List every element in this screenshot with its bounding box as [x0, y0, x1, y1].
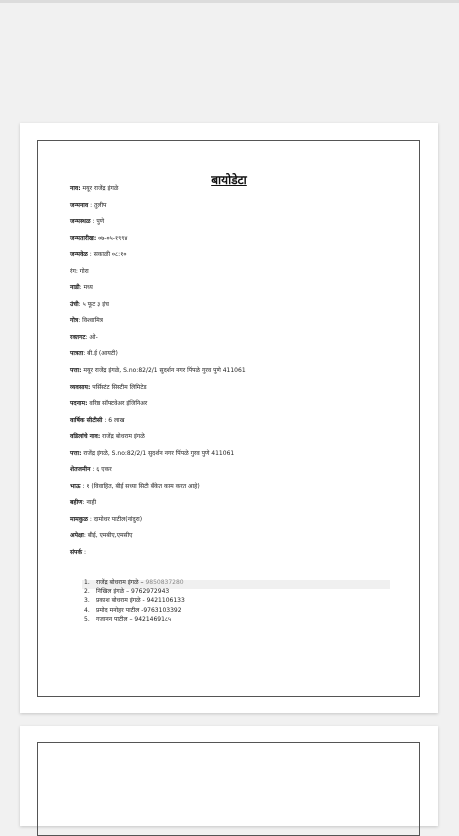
- field-row: [70, 467, 246, 484]
- field-label: पात्रता: [70, 350, 84, 358]
- field-value: ०७-०५-१९९४: [96, 234, 128, 242]
- field-value: मयूर राजेंद्र इंगळे, S.no:82/2/1 सुदर्शन नगर पिंपळे गुरव पुणे 411061: [81, 367, 246, 375]
- field-value: : पुणे: [90, 218, 105, 226]
- field-label: गोत्र: [70, 317, 79, 325]
- contact-phone: 9850837280: [145, 579, 184, 586]
- viewer-top-bar: [0, 0, 459, 3]
- biodata-fields: [70, 186, 246, 567]
- document-page-1: [20, 123, 438, 713]
- field-row: [70, 401, 246, 418]
- field-row: [70, 451, 246, 468]
- field-value: : सकाळी ०८:१०: [87, 251, 127, 259]
- contact-number: 5.: [84, 615, 90, 623]
- field-label: वार्षिक सीटीसी: [70, 416, 103, 424]
- field-row: [70, 318, 246, 335]
- contact-name: निखिल इंगळे –: [96, 588, 132, 596]
- field-value: : 6 लाख: [102, 416, 125, 424]
- field-row: [70, 252, 246, 269]
- field-row: [70, 385, 246, 402]
- field-value: : दामोधर पाटील(नांदुरा): [87, 515, 143, 523]
- field-label: जन्मनाव: [70, 201, 89, 209]
- field-label: व्यवसाय:: [70, 383, 91, 391]
- contact-phone: 9421106133: [146, 597, 185, 605]
- field-row: [70, 368, 246, 385]
- field-value: : तुलीप: [88, 201, 107, 209]
- contact-name: गजानन पाटील –: [96, 615, 135, 623]
- field-value: : ६ एकर: [90, 466, 112, 474]
- field-label: वडिलांचे नाव:: [70, 433, 101, 441]
- field-row: [70, 186, 246, 203]
- field-value: : मध्य: [79, 284, 93, 292]
- document-title: बायोडेटा: [211, 173, 247, 187]
- page-border: [37, 742, 420, 836]
- field-row: [70, 219, 246, 236]
- contact-name: प्रकाश बोधराम इंगळे -: [96, 597, 147, 605]
- contact-name: राजेंद्र बोधराम इंगळे –: [96, 579, 146, 586]
- field-row: [70, 484, 246, 501]
- field-value: : विश्वामित्र: [78, 317, 103, 325]
- field-row: [70, 269, 246, 286]
- field-label: भाऊ: [70, 482, 81, 490]
- field-label: नाव:: [70, 185, 81, 192]
- field-label: संपर्क: [70, 549, 83, 557]
- field-row: [70, 302, 246, 319]
- field-value: : बी.ई (आयटी): [83, 350, 118, 358]
- field-value: रंग: गोरा: [70, 267, 89, 275]
- field-label: बहीण: [70, 499, 83, 507]
- field-row: [70, 351, 246, 368]
- field-label: नाडी: [70, 284, 80, 292]
- field-row: [70, 236, 246, 253]
- field-value: : ओ-: [85, 333, 98, 341]
- field-label: पदनाम:: [70, 400, 88, 408]
- field-value: पर्सिस्टंट सिस्टीम लिमिटेड: [90, 383, 147, 391]
- field-row: [70, 434, 246, 451]
- field-value: : बीई, एमबीए,एमसीए: [83, 532, 133, 540]
- field-label: रक्तगट: [70, 333, 86, 341]
- contact-number: 1.: [84, 579, 90, 586]
- field-row: [70, 418, 246, 435]
- field-row: [70, 203, 246, 220]
- document-page-2: [20, 726, 438, 826]
- contact-number: 3.: [84, 597, 90, 605]
- field-value: राजेंद्र इंगळे, S.no:82/2/1 सुदर्शन नगर पिंपळे गुरव पुणे 411061: [81, 449, 235, 457]
- field-row: [70, 285, 246, 302]
- field-row: [70, 533, 246, 550]
- contact-number: 2.: [84, 588, 90, 596]
- contact-item: [84, 617, 390, 626]
- contact-phone: 94214691८५: [134, 615, 172, 623]
- field-label: अपेक्षा: [70, 532, 84, 540]
- field-label: जन्मस्थळ: [70, 218, 91, 226]
- field-label: उंची: [70, 300, 79, 308]
- field-label: पत्ता:: [70, 367, 82, 375]
- contact-name: प्रमोद मनोहर पाटील: [96, 606, 142, 614]
- field-value: वरिष्ठ सॉफ्टवेअर इंजिनिअर: [87, 400, 148, 408]
- field-row: [70, 335, 246, 352]
- field-value: : १ (विवाहित, बीई सध्या सिटी बँकेत काम करत आहे): [80, 482, 200, 490]
- field-row: [70, 500, 246, 517]
- contact-number: 4.: [84, 606, 90, 614]
- contact-list: [84, 580, 390, 626]
- field-value: :: [82, 549, 87, 557]
- field-value: : ५ फूट ३ इंच: [78, 300, 109, 308]
- field-label: शेतजमीन: [70, 466, 91, 474]
- contact-phone: -9763103392: [141, 606, 182, 614]
- field-label: जन्मतारीख:: [70, 234, 97, 242]
- field-label: मामकुळ: [70, 515, 88, 523]
- field-label: जन्मवेळ: [70, 251, 88, 259]
- field-row: [70, 550, 246, 567]
- field-value: : नाही: [82, 499, 97, 507]
- contact-phone: 9762972943: [131, 588, 170, 596]
- field-label: पत्ता:: [70, 449, 82, 457]
- field-value: मयूर राजेंद्र इंगळे: [80, 185, 119, 192]
- field-row: [70, 517, 246, 534]
- field-value: राजेंद्र बोधराम इंगळे: [100, 433, 145, 441]
